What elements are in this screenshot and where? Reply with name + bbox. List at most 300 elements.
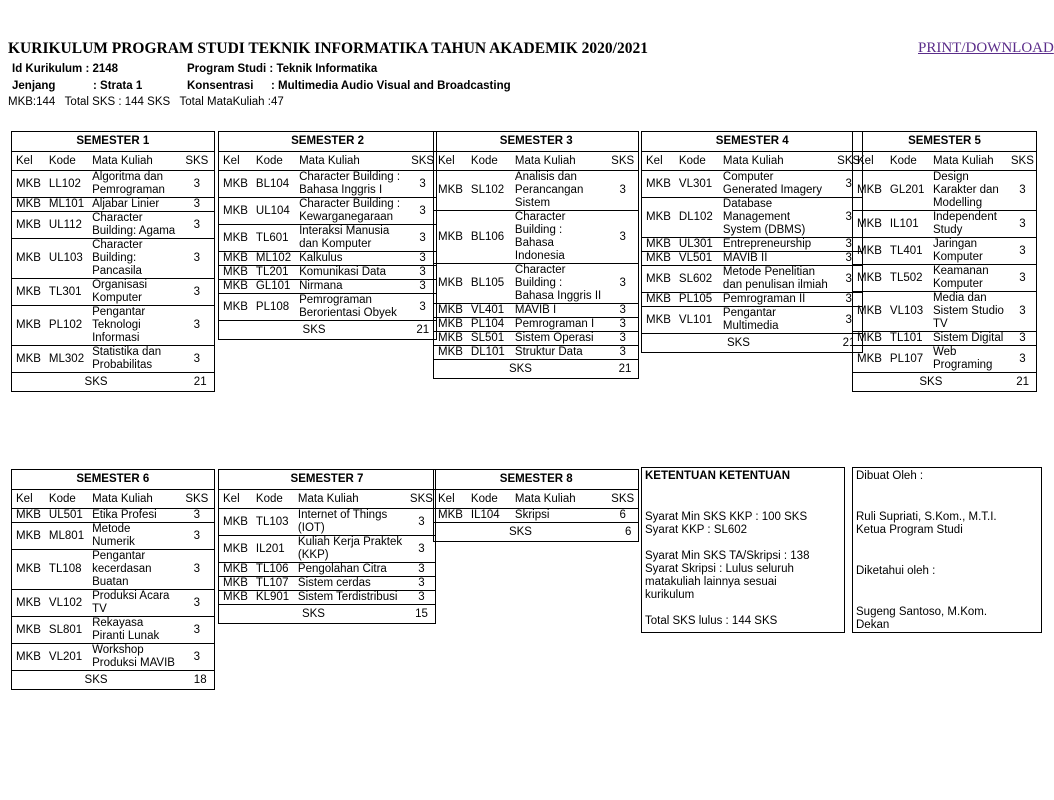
course-sks: 3 xyxy=(180,306,214,346)
col-header-sks: SKS xyxy=(409,152,437,171)
syarat-min-ta: Syarat Min SKS TA/Skripsi : 138 xyxy=(645,550,810,562)
semester-title: SEMESTER 3 xyxy=(434,132,639,152)
course-row xyxy=(12,171,215,198)
course-name: Pengantar Teknologi Informasi xyxy=(88,306,180,346)
course-name: Statistika dan Probabilitas xyxy=(88,346,180,373)
course-sks: 3 xyxy=(607,318,639,332)
course-kode: KL901 xyxy=(252,591,294,605)
course-name: Metode Numerik xyxy=(88,523,180,550)
course-row xyxy=(219,591,436,605)
course-kel: MKB xyxy=(642,198,675,238)
column-header-row xyxy=(219,490,436,509)
page-title: KURIKULUM PROGRAM STUDI TEKNIK INFORMATIKA TAHUN AKADEMIK 2020/2021 xyxy=(8,40,648,57)
semester-1-table xyxy=(11,131,215,392)
course-row xyxy=(12,306,215,346)
course-name: Web Programing xyxy=(929,346,1009,373)
course-name: Struktur Data xyxy=(511,346,607,360)
course-row xyxy=(12,644,215,671)
course-sks: 3 xyxy=(607,171,639,211)
course-sks: 3 xyxy=(835,293,863,307)
course-name: Pengantar kecerdasan Buatan xyxy=(88,550,180,590)
course-kode: DL101 xyxy=(467,346,511,360)
course-kode: VL401 xyxy=(467,304,511,318)
course-kode: TL502 xyxy=(886,265,929,292)
sks-total-label: SKS xyxy=(853,373,1009,392)
semester-title: SEMESTER 4 xyxy=(642,132,863,152)
course-kode: VL102 xyxy=(45,590,88,617)
course-kode: LL102 xyxy=(45,171,88,198)
col-header-mata-kuliah: Mata Kuliah xyxy=(88,152,180,171)
course-kel: MKB xyxy=(12,212,45,239)
course-kel: MKB xyxy=(12,550,45,590)
semester-title: SEMESTER 2 xyxy=(219,132,437,152)
col-header-sks: SKS xyxy=(408,490,436,509)
course-name: Aljabar Linier xyxy=(88,198,180,212)
col-header-kode: Kode xyxy=(675,152,719,171)
course-row xyxy=(853,346,1037,373)
course-kode: UL112 xyxy=(45,212,88,239)
course-sks: 3 xyxy=(180,171,214,198)
course-row xyxy=(12,590,215,617)
course-kode: UL103 xyxy=(45,239,88,279)
course-row xyxy=(12,346,215,373)
col-header-mata-kuliah: Mata Kuliah xyxy=(511,152,607,171)
course-kel: MKB xyxy=(642,307,675,334)
course-row xyxy=(12,509,215,523)
course-kel: MKB xyxy=(12,171,45,198)
course-name: Etika Profesi xyxy=(88,509,180,523)
course-kel: MKB xyxy=(219,171,252,198)
course-kel: MKB xyxy=(219,591,252,605)
course-name: Character Building: Pancasila xyxy=(88,239,180,279)
sks-total-row xyxy=(434,523,639,542)
course-sks: 3 xyxy=(607,346,639,360)
course-row xyxy=(219,509,436,536)
course-sks: 3 xyxy=(835,198,863,238)
course-kel: MKB xyxy=(12,617,45,644)
course-row xyxy=(219,171,437,198)
course-kode: TL108 xyxy=(45,550,88,590)
course-kode: VL101 xyxy=(675,307,719,334)
course-kode: TL101 xyxy=(886,332,929,346)
column-header-row xyxy=(642,152,863,171)
course-row xyxy=(853,171,1037,211)
semester-header-row xyxy=(12,470,215,490)
course-kode: VL201 xyxy=(45,644,88,671)
program-studi: Program Studi : Teknik Informatika xyxy=(187,63,378,75)
course-row xyxy=(12,550,215,590)
course-name: Analisis dan Perancangan Sistem xyxy=(511,171,607,211)
col-header-kode: Kode xyxy=(45,152,88,171)
course-kode: VL501 xyxy=(675,252,719,266)
course-kel: MKB xyxy=(12,509,45,523)
id-kurikulum: Id Kurikulum : 2148 xyxy=(12,63,119,75)
course-sks: 3 xyxy=(409,252,437,266)
sks-total-row xyxy=(434,360,639,379)
course-kel: MKB xyxy=(642,238,675,252)
course-name: MAVIB I xyxy=(511,304,607,318)
print-download-link[interactable]: PRINT/DOWNLOAD xyxy=(918,40,1054,56)
course-kode: PL102 xyxy=(45,306,88,346)
sks-total-value: 21 xyxy=(1009,373,1037,392)
column-header-row xyxy=(434,490,639,509)
course-row xyxy=(434,346,639,360)
konsentrasi-label: Konsentrasi xyxy=(187,80,254,92)
course-kel: MKB xyxy=(219,294,252,321)
semester-header-row xyxy=(434,470,639,490)
column-header-row xyxy=(12,152,215,171)
course-row xyxy=(642,171,863,198)
column-header-row xyxy=(853,152,1037,171)
sks-total-value: 18 xyxy=(180,671,214,690)
course-kel: MKB xyxy=(12,523,45,550)
col-header-kel: Kel xyxy=(434,152,467,171)
course-kode: SL102 xyxy=(467,171,511,211)
course-sks: 3 xyxy=(180,279,214,306)
column-header-row xyxy=(434,152,639,171)
course-name: Pengantar Multimedia xyxy=(719,307,835,334)
course-row xyxy=(434,304,639,318)
course-name: Pemrograman I xyxy=(511,318,607,332)
course-name: Pemrograman Berorientasi Obyek xyxy=(295,294,409,321)
course-kode: ML102 xyxy=(252,252,295,266)
course-kode: PL108 xyxy=(252,294,295,321)
course-sks: 3 xyxy=(835,307,863,334)
course-kel: MKB xyxy=(642,266,675,293)
course-kode: TL201 xyxy=(252,266,295,280)
semester-5-table xyxy=(852,131,1037,392)
col-header-kel: Kel xyxy=(434,490,467,509)
ketentuan-box xyxy=(641,467,845,633)
course-name: Skripsi xyxy=(511,509,607,523)
course-kode: PL105 xyxy=(675,293,719,307)
course-row xyxy=(853,292,1037,332)
course-row xyxy=(219,563,436,577)
course-row xyxy=(12,212,215,239)
course-sks: 3 xyxy=(1009,332,1037,346)
course-sks: 3 xyxy=(180,644,214,671)
course-sks: 3 xyxy=(180,239,214,279)
course-row xyxy=(642,238,863,252)
col-header-kel: Kel xyxy=(219,152,252,171)
course-sks: 3 xyxy=(607,332,639,346)
course-kel: MKB xyxy=(434,304,467,318)
course-kel: MKB xyxy=(434,318,467,332)
course-name: Entrepreneurship xyxy=(719,238,835,252)
course-sks: 3 xyxy=(409,280,437,294)
sks-total-value: 6 xyxy=(607,523,639,542)
course-name: Database Management System (DBMS) xyxy=(719,198,835,238)
course-sks: 3 xyxy=(835,266,863,293)
course-name: Kalkulus xyxy=(295,252,409,266)
course-sks: 3 xyxy=(409,294,437,321)
course-row xyxy=(12,239,215,279)
dibuat-name: Ruli Supriati, S.Kom., M.T.I. xyxy=(856,511,997,523)
diketahui-name: Sugeng Santoso, M.Kom. xyxy=(856,606,988,618)
course-row xyxy=(434,509,639,523)
course-row xyxy=(434,171,639,211)
course-kode: IL104 xyxy=(467,509,511,523)
course-name: Computer Generated Imagery xyxy=(719,171,835,198)
sks-total-value: 21 xyxy=(835,334,863,353)
course-sks: 3 xyxy=(408,591,436,605)
col-header-kode: Kode xyxy=(467,490,511,509)
sks-total-value: 21 xyxy=(607,360,639,379)
course-kode: PL104 xyxy=(467,318,511,332)
column-header-row xyxy=(12,490,215,509)
course-kel: MKB xyxy=(219,280,252,294)
semester-2-table xyxy=(218,131,437,340)
course-sks: 3 xyxy=(180,509,214,523)
course-row xyxy=(219,294,437,321)
course-row xyxy=(853,238,1037,265)
semester-header-row xyxy=(853,132,1037,152)
col-header-sks: SKS xyxy=(180,152,214,171)
col-header-kel: Kel xyxy=(642,152,675,171)
sks-total-label: SKS xyxy=(12,373,181,392)
course-sks: 3 xyxy=(1009,265,1037,292)
course-row xyxy=(219,225,437,252)
course-sks: 3 xyxy=(607,264,639,304)
course-row xyxy=(219,266,437,280)
syarat-skripsi: Syarat Skripsi : Lulus seluruh matakuliah lainnya sesuai kurikulum xyxy=(645,563,794,601)
course-name: Jaringan Komputer xyxy=(929,238,1009,265)
course-kode: SL602 xyxy=(675,266,719,293)
course-sks: 3 xyxy=(408,509,436,536)
course-name: Sistem Digital xyxy=(929,332,1009,346)
course-kel: MKB xyxy=(434,211,467,264)
course-sks: 3 xyxy=(1009,171,1037,211)
jenjang-label: Jenjang xyxy=(12,80,56,92)
course-name: Design Karakter dan Modelling xyxy=(929,171,1009,211)
course-kode: IL201 xyxy=(252,536,294,563)
course-kel: MKB xyxy=(12,279,45,306)
course-name: Internet of Things (IOT) xyxy=(294,509,408,536)
course-sks: 3 xyxy=(180,212,214,239)
sks-total-label: SKS xyxy=(219,321,410,340)
semester-title: SEMESTER 6 xyxy=(12,470,215,490)
course-kel: MKB xyxy=(434,264,467,304)
course-row xyxy=(853,265,1037,292)
course-kode: VL301 xyxy=(675,171,719,198)
course-kode: UL301 xyxy=(675,238,719,252)
sks-total-label: SKS xyxy=(219,605,408,624)
course-row xyxy=(12,198,215,212)
sks-total-value: 21 xyxy=(409,321,437,340)
course-kel: MKB xyxy=(12,198,45,212)
course-sks: 3 xyxy=(409,198,437,225)
course-kode: TL301 xyxy=(45,279,88,306)
diketahui-role: Dekan xyxy=(856,619,890,631)
course-kode: TL107 xyxy=(252,577,294,591)
course-row xyxy=(642,252,863,266)
course-row xyxy=(12,279,215,306)
course-sks: 3 xyxy=(180,550,214,590)
course-row xyxy=(12,617,215,644)
course-kode: IL101 xyxy=(886,211,929,238)
course-kode: TL601 xyxy=(252,225,295,252)
sks-total-label: SKS xyxy=(642,334,835,353)
course-kel: MKB xyxy=(219,266,252,280)
course-name: Character Building : Bahasa Indonesia xyxy=(511,211,607,264)
col-header-kel: Kel xyxy=(853,152,886,171)
course-sks: 3 xyxy=(408,536,436,563)
signature-box xyxy=(852,467,1042,633)
col-header-kel: Kel xyxy=(12,490,45,509)
course-kode: GL101 xyxy=(252,280,295,294)
course-name: Character Building : Kewarganegaraan xyxy=(295,198,409,225)
semester-7-table xyxy=(218,469,436,624)
course-row xyxy=(219,536,436,563)
col-header-sks: SKS xyxy=(607,490,639,509)
col-header-sks: SKS xyxy=(1009,152,1037,171)
course-kel: MKB xyxy=(434,346,467,360)
course-name: Metode Penelitian dan penulisan ilmiah xyxy=(719,266,835,293)
course-kel: MKB xyxy=(219,509,252,536)
course-row xyxy=(642,266,863,293)
course-sks: 3 xyxy=(607,304,639,318)
col-header-kel: Kel xyxy=(219,490,252,509)
course-name: Pengolahan Citra xyxy=(294,563,408,577)
course-kode: ML801 xyxy=(45,523,88,550)
course-row xyxy=(642,307,863,334)
course-kode: TL106 xyxy=(252,563,294,577)
course-kel: MKB xyxy=(434,171,467,211)
course-name: Interaksi Manusia dan Komputer xyxy=(295,225,409,252)
sks-total-label: SKS xyxy=(434,360,607,379)
course-kel: MKB xyxy=(219,536,252,563)
course-kel: MKB xyxy=(853,238,886,265)
col-header-kode: Kode xyxy=(252,490,294,509)
course-sks: 3 xyxy=(180,198,214,212)
semester-header-row xyxy=(219,470,436,490)
sks-total-label: SKS xyxy=(434,523,607,542)
course-kode: UL501 xyxy=(45,509,88,523)
summary-line: MKB:144 Total SKS : 144 SKS Total MataKuliah :47 xyxy=(8,96,284,108)
course-kel: MKB xyxy=(12,644,45,671)
course-kode: VL103 xyxy=(886,292,929,332)
course-sks: 6 xyxy=(607,509,639,523)
syarat-kkp: Syarat KKP : SL602 xyxy=(645,524,748,536)
course-name: Kuliah Kerja Praktek (KKP) xyxy=(294,536,408,563)
course-kel: MKB xyxy=(642,171,675,198)
course-name: Workshop Produksi MAVIB xyxy=(88,644,180,671)
col-header-mata-kuliah: Mata Kuliah xyxy=(511,490,607,509)
course-name: Keamanan Komputer xyxy=(929,265,1009,292)
semester-header-row xyxy=(219,132,437,152)
course-kel: MKB xyxy=(219,252,252,266)
konsentrasi-value: : Multimedia Audio Visual and Broadcasting xyxy=(271,80,511,92)
course-sks: 3 xyxy=(180,346,214,373)
course-row xyxy=(12,523,215,550)
course-sks: 3 xyxy=(180,617,214,644)
col-header-kode: Kode xyxy=(45,490,88,509)
sks-total-value: 15 xyxy=(408,605,436,624)
course-kel: MKB xyxy=(219,563,252,577)
course-name: MAVIB II xyxy=(719,252,835,266)
course-sks: 3 xyxy=(1009,238,1037,265)
semester-title: SEMESTER 5 xyxy=(853,132,1037,152)
course-kel: MKB xyxy=(12,590,45,617)
course-sks: 3 xyxy=(1009,346,1037,373)
course-kel: MKB xyxy=(12,239,45,279)
course-name: Character Building : Bahasa Inggris I xyxy=(295,171,409,198)
course-row xyxy=(434,318,639,332)
course-kode: GL201 xyxy=(886,171,929,211)
course-name: Pemrograman II xyxy=(719,293,835,307)
sks-total-row xyxy=(12,373,215,392)
col-header-sks: SKS xyxy=(607,152,639,171)
jenjang-value: : Strata 1 xyxy=(93,80,143,92)
course-name: Sistem Operasi xyxy=(511,332,607,346)
sks-total-row xyxy=(853,373,1037,392)
course-name: Media dan Sistem Studio TV xyxy=(929,292,1009,332)
course-sks: 3 xyxy=(1009,292,1037,332)
col-header-mata-kuliah: Mata Kuliah xyxy=(88,490,180,509)
course-row xyxy=(853,211,1037,238)
semester-3-table xyxy=(433,131,639,379)
course-kel: MKB xyxy=(853,346,886,373)
course-kel: MKB xyxy=(219,225,252,252)
course-name: Sistem cerdas xyxy=(294,577,408,591)
course-row xyxy=(434,332,639,346)
sks-total-value: 21 xyxy=(180,373,214,392)
sks-total-row xyxy=(219,605,436,624)
course-kel: MKB xyxy=(853,211,886,238)
col-header-kode: Kode xyxy=(886,152,929,171)
course-row xyxy=(434,264,639,304)
total-sks-lulus: Total SKS lulus : 144 SKS xyxy=(645,615,778,627)
col-header-kel: Kel xyxy=(12,152,45,171)
course-kel: MKB xyxy=(219,577,252,591)
course-row xyxy=(434,211,639,264)
course-kode: BL104 xyxy=(252,171,295,198)
course-kode: ML101 xyxy=(45,198,88,212)
semester-title: SEMESTER 1 xyxy=(12,132,215,152)
course-name: Komunikasi Data xyxy=(295,266,409,280)
semester-6-table xyxy=(11,469,215,690)
course-row xyxy=(219,577,436,591)
column-header-row xyxy=(219,152,437,171)
semester-4-table xyxy=(641,131,863,353)
course-sks: 3 xyxy=(409,171,437,198)
course-sks: 3 xyxy=(835,252,863,266)
sks-total-row xyxy=(642,334,863,353)
course-name: Algoritma dan Pemrograman xyxy=(88,171,180,198)
course-kode: BL106 xyxy=(467,211,511,264)
course-name: Nirmana xyxy=(295,280,409,294)
col-header-sks: SKS xyxy=(835,152,863,171)
course-kode: UL104 xyxy=(252,198,295,225)
course-kode: TL401 xyxy=(886,238,929,265)
col-header-mata-kuliah: Mata Kuliah xyxy=(929,152,1009,171)
course-kode: BL105 xyxy=(467,264,511,304)
col-header-kode: Kode xyxy=(467,152,511,171)
sks-total-row xyxy=(219,321,437,340)
course-kel: MKB xyxy=(853,171,886,211)
semester-header-row xyxy=(642,132,863,152)
course-kel: MKB xyxy=(853,292,886,332)
course-kode: PL107 xyxy=(886,346,929,373)
course-kode: DL102 xyxy=(675,198,719,238)
course-sks: 3 xyxy=(180,523,214,550)
course-row xyxy=(219,252,437,266)
semester-header-row xyxy=(12,132,215,152)
course-name: Rekayasa Piranti Lunak xyxy=(88,617,180,644)
semester-title: SEMESTER 8 xyxy=(434,470,639,490)
course-sks: 3 xyxy=(409,266,437,280)
semester-8-table xyxy=(433,469,639,542)
